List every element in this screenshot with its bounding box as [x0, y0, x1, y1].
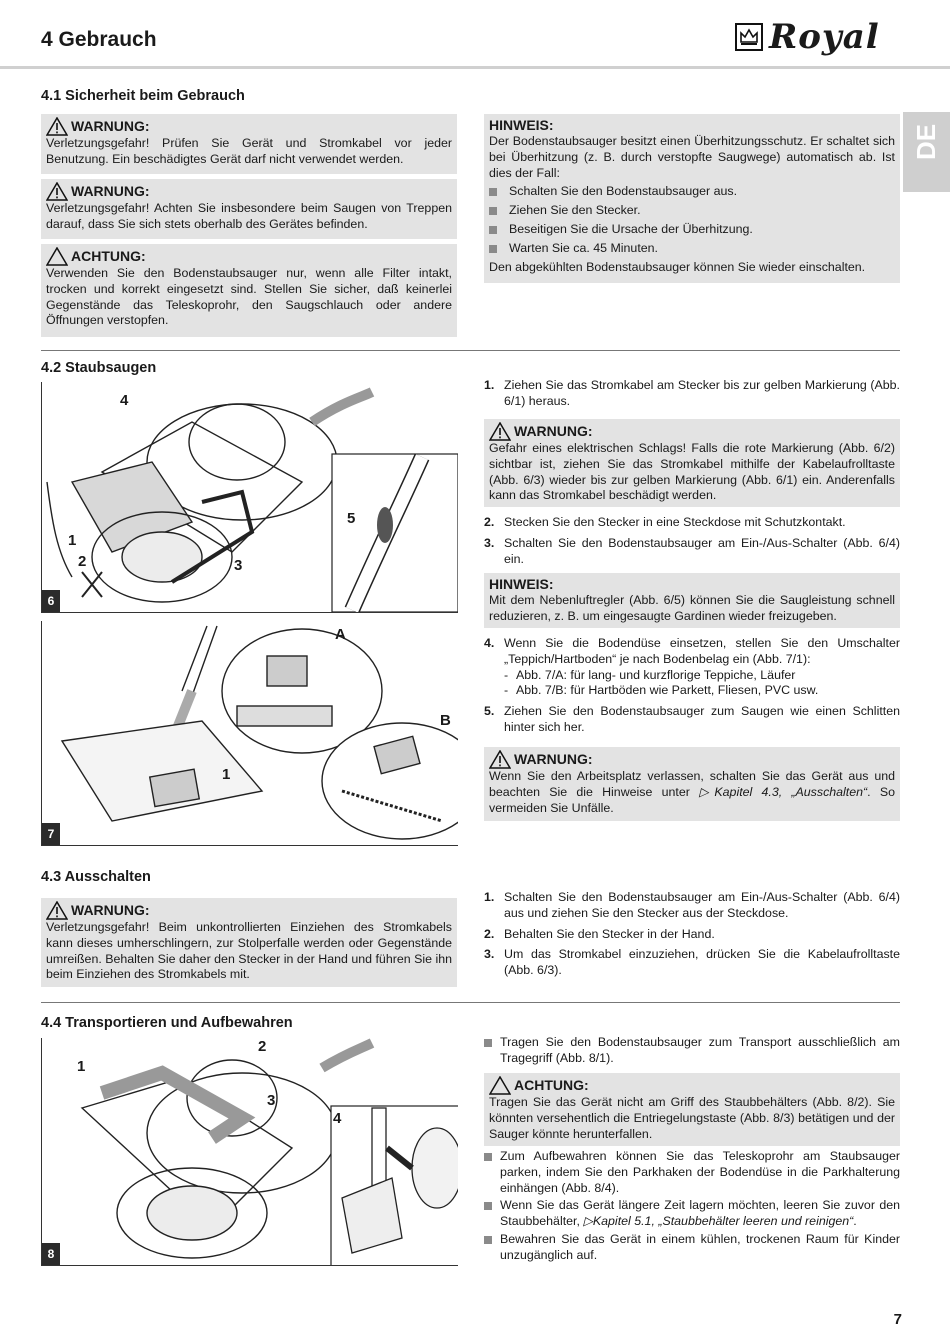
- warning-triangle-icon: [489, 422, 511, 441]
- figure-number: 7: [42, 823, 60, 845]
- hint-box-airflow: HINWEIS: Mit dem Nebenluftregler (Abb. 6/5) können Sie die Saugleistung schnell reduzieren, z. B. um eingesaugte Gardinen wieder freizugeben.: [484, 573, 900, 628]
- caution-text: Verwenden Sie den Bodenstaubsauger nur, wenn alle Filter intakt, trocken und korrekt eingesetzt sind. Stellen Sie sicher, daß keinerlei Gegenstände das Teleskoprohr, den Saugschlauch oder andere Öffnungen verstopfen.: [46, 266, 452, 328]
- hint-bullet: Warten Sie ca. 45 Minuten.: [509, 240, 658, 255]
- hint-bullet: Beseitigen Sie die Ursache der Überhitzung.: [509, 221, 753, 236]
- callout-label: 2: [78, 553, 87, 570]
- step-item: 1. Schalten Sie den Bodenstaubsauger am Ein-/Aus-Schalter (Abb. 6/4) aus und ziehen Sie den Stecker aus der Steckdose.: [484, 890, 900, 920]
- callout-label: 1: [222, 766, 231, 783]
- hint-bullet: Schalten Sie den Bodenstaubsauger aus.: [509, 184, 738, 199]
- header-rule: [0, 66, 950, 69]
- figure-number: 8: [42, 1243, 60, 1265]
- callout-label: B: [440, 712, 451, 729]
- caution-box: ACHTUNG: Verwenden Sie den Bodenstaubsauger nur, wenn alle Filter intakt, trocken und korrekt eingesetzt sind. Stellen Sie sicher, daß keinerlei Gegenstände das Teleskoprohr, den Saugschlauch oder andere Öffnungen verstopfen.: [41, 244, 457, 337]
- warning-box-cable: WARNUNG: Verletzungsgefahr! Beim unkontrollierten Einziehen des Stromkabels kann dieses umherschlingern, zur Stolperfalle werden oder Gegenstände umreißen. Behalten Sie daher den Stecker in der Hand und führen Sie ihn beim Einziehen des Stromkabels mit.: [41, 898, 457, 987]
- section-title-4-4: 4.4 Transportieren und Aufbewahren: [41, 1015, 293, 1031]
- step-item: 4. Wenn Sie die Bodendüse einsetzen, stellen Sie den Umschalter „Teppich/Hartboden“ je nach Bodenbelag ein (Abb. 7/1): - Abb. 7/A: für lang- und kurzflorige Teppiche, Läufer - Abb. 7/B: für Hartböden wie Parkett, Fliesen, PVC usw.: [484, 636, 900, 698]
- cross-reference-link[interactable]: ▷Kapitel 5.1, „Staubbehälter leeren und reinigen“: [583, 1214, 854, 1229]
- warning-triangle-icon: [46, 117, 68, 136]
- warning-text: Verletzungsgefahr! Achten Sie insbesondere beim Saugen von Treppen darauf, dass Sie sich stets oberhalb des Gerätes befinden.: [46, 201, 452, 231]
- callout-label: 2: [258, 1038, 267, 1055]
- carry-illustration: [42, 1038, 458, 1266]
- cross-reference-link[interactable]: ▷Kapitel 4.3, „Ausschalten“: [699, 784, 868, 799]
- warning-text: Verletzungsgefahr! Prüfen Sie Gerät und Stromkabel vor jeder Benutzung. Ein beschädigtes Gerät darf nicht verwendet werden.: [46, 136, 452, 166]
- callout-label: 4: [120, 392, 129, 409]
- step-item: 5. Ziehen Sie den Bodenstaubsauger zum Saugen wie einen Schlitten hinter sich her.: [484, 704, 900, 734]
- steps-list: [484, 515, 900, 572]
- section-title-4-3: 4.3 Ausschalten: [41, 869, 151, 885]
- steps-list: [484, 636, 900, 741]
- caution-triangle-icon: [46, 247, 68, 266]
- section-divider: [41, 1002, 900, 1003]
- section-divider: [41, 350, 900, 351]
- callout-label: A: [335, 626, 346, 643]
- floor-nozzle-illustration: [42, 621, 458, 846]
- warning-box-electric: WARNUNG: Gefahr eines elektrischen Schlags! Falls die rote Markierung (Abb. 6/2) sichtbar ist, ziehen Sie das Stromkabel mithilfe der Kabelaufrolltaste (Abb. 6/3) wieder bis zur gelben Markierung (Abb. 6/1) ein. Anderenfalls kann das Stromkabel beschädigt werden.: [484, 419, 900, 507]
- hint-bullet: Ziehen Sie den Stecker.: [509, 203, 641, 218]
- warning-box-leave: WARNUNG: Wenn Sie den Arbeitsplatz verlassen, schalten Sie das Gerät aus und beachten Sie die Hinweise unter ▷Kapitel 4.3, „Ausschalten“. So vermeiden Sie Unfälle.: [484, 747, 900, 821]
- figure-6: [41, 382, 458, 613]
- caution-triangle-icon: [489, 1076, 511, 1095]
- figure-8: [41, 1038, 458, 1266]
- logo-wordmark: Royal: [769, 17, 880, 57]
- step-item: 3. Um das Stromkabel einzuziehen, drücken Sie die Kabelaufrolltaste (Abb. 6/3).: [484, 947, 900, 978]
- page-number: 7: [893, 1311, 902, 1328]
- warning-triangle-icon: [46, 182, 68, 201]
- storage-paragraph: Zum Aufbewahren können Sie das Teleskoprohr am Staubsauger parken, indem Sie den Parkhaken der Bodendüse in die Parkhalterung einhängen (Abb. 8/4). Wenn Sie das Gerät längere Zeit lagern möchten, leeren Sie zuvor den Staubbehälter, ▷Kapitel 5.1, „Staubbehälter leeren und reinigen“. Bewahren Sie das Gerät in einem kühlen, trockenen Raum für Kinder unzugänglich auf.: [484, 1149, 900, 1266]
- step-item: 2. Stecken Sie den Stecker in eine Steckdose mit Schutzkontakt.: [484, 515, 846, 529]
- warning-triangle-icon: [489, 750, 511, 769]
- figure-number: 6: [42, 590, 60, 612]
- callout-label: 4: [333, 1110, 342, 1127]
- transport-paragraph: Tragen Sie den Bodenstaubsauger zum Transport ausschließlich am Tragegriff (Abb. 8/1).: [484, 1035, 900, 1069]
- step-item: 1. Ziehen Sie das Stromkabel am Stecker bis zur gelben Markierung (Abb. 6/1) heraus.: [484, 378, 900, 408]
- step-item: 2. Behalten Sie den Stecker in der Hand.: [484, 926, 715, 941]
- callout-label: 5: [347, 510, 356, 527]
- vacuum-illustration: [42, 382, 458, 613]
- warning-triangle-icon: [46, 901, 68, 920]
- crown-icon: [735, 23, 763, 51]
- chapter-title: 4 Gebrauch: [41, 28, 157, 51]
- warning-box-2: WARNUNG: Verletzungsgefahr! Achten Sie insbesondere beim Saugen von Treppen darauf, dass Sie sich stets oberhalb des Gerätes befinden.: [41, 179, 457, 239]
- callout-label: 1: [68, 532, 77, 549]
- steps-list: [484, 378, 900, 415]
- callout-label: 1: [77, 1058, 86, 1075]
- caution-box-carry: ACHTUNG: Tragen Sie das Gerät nicht am Griff des Staubbehälters (Abb. 8/2). Sie könnten versehentlich die Entriegelungstaste (Abb. 8/3) betätigen und der Sauger könnte herunterfallen.: [484, 1073, 900, 1146]
- callout-label: 3: [234, 557, 243, 574]
- language-tab: DE: [903, 112, 950, 192]
- figure-7: [41, 621, 458, 846]
- warning-box-1: WARNUNG: Verletzungsgefahr! Prüfen Sie Gerät und Stromkabel vor jeder Benutzung. Ein beschädigtes Gerät darf nicht verwendet werden.: [41, 114, 457, 174]
- section-title-4-1: 4.1 Sicherheit beim Gebrauch: [41, 88, 245, 104]
- callout-label: 3: [267, 1092, 276, 1109]
- step-item: 3. Schalten Sie den Bodenstaubsauger am Ein-/Aus-Schalter (Abb. 6/4) ein.: [484, 535, 900, 566]
- section-title-4-2: 4.2 Staubsaugen: [41, 360, 157, 376]
- royal-logo: [735, 17, 880, 57]
- hint-box-overheat: HINWEIS: Der Bodenstaubsauger besitzt einen Überhitzungsschutz. Er schaltet sich bei Überhitzung (z. B. durch verstopfte Saugwege) automatisch ab. Ist dies der Fall: Schalten Sie den Bodenstaubsauger aus. Ziehen Sie den Stecker. Beseitigen Sie die Ursache der Überhitzung. Warten Sie ca. 45 Minuten. Den abgekühlten Bodenstaubsauger können Sie wieder einschalten.: [484, 114, 900, 283]
- steps-list: [484, 890, 900, 984]
